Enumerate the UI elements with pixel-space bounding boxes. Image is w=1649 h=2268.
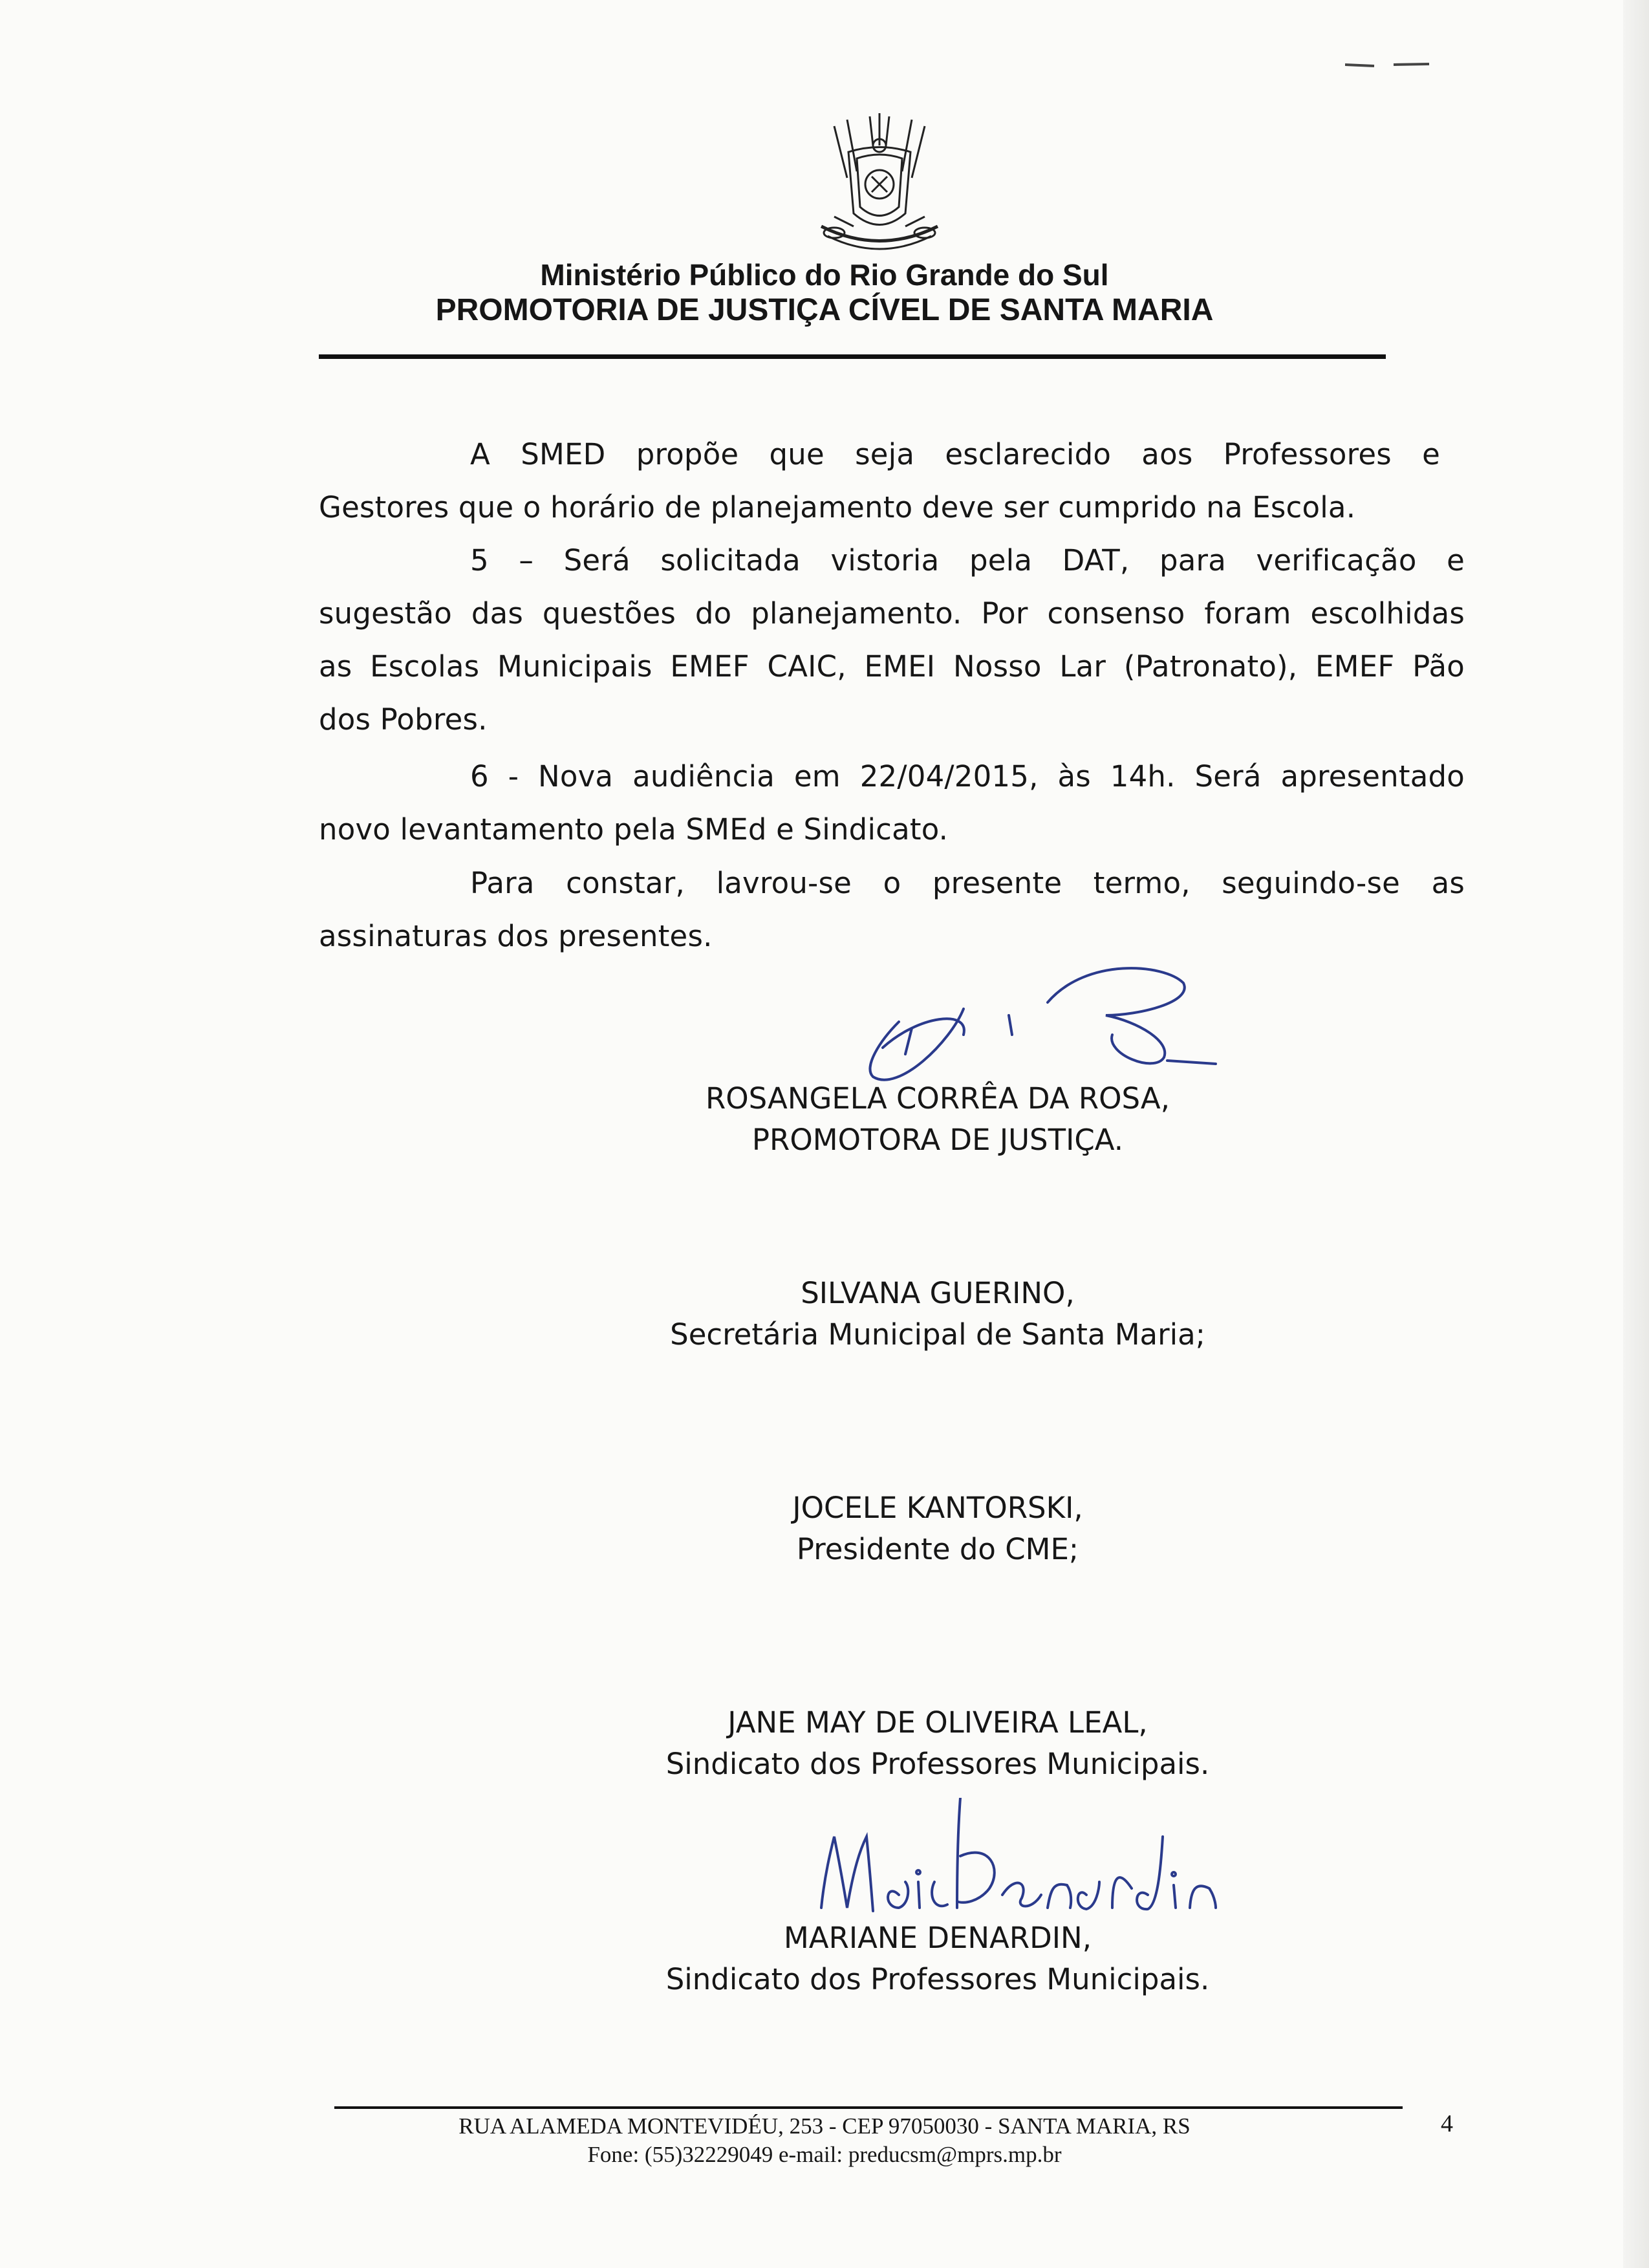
signatory-block [550,1917,1326,2000]
office-name: PROMOTORIA DE JUSTIÇA CÍVEL DE SANTA MARIA [435,293,1214,327]
signatory-role: Presidente do CME; [796,1532,1079,1566]
header-divider [319,354,1386,359]
footer-contact: Fone: (55)32229049 e-mail: preducsm@mprs.mp.br [587,2142,1062,2167]
signatory-role: Secretária Municipal de Santa Maria; [670,1317,1205,1352]
signatory-block [550,1273,1326,1355]
signatory-block [550,1702,1326,1785]
paragraph-2-line-4: dos Pobres. [319,702,488,737]
footer-divider [334,2106,1403,2109]
signatory-role: Sindicato dos Professores Municipais. [665,1962,1210,1996]
page-number: 4 [1441,2110,1453,2137]
footer-address: RUA ALAMEDA MONTEVIDÉU, 253 - CEP 97050030 - SANTA MARIA, RS [458,2113,1191,2139]
paragraph-4-line-2: assinaturas dos presentes. [319,919,713,953]
signatory-name: ROSANGELA CORRÊA DA ROSA, [705,1081,1170,1116]
signatory-block [550,1487,1326,1570]
paragraph-4-line-1: Para constar, lavrou-se o presente termo, seguindo-se as [470,866,1465,900]
coat-of-arms-logo [808,107,951,268]
signatory-role: Sindicato dos Professores Municipais. [665,1747,1210,1781]
paragraph-3-line-1: 6 - Nova audiência em 22/04/2015, às 14h. Será apresentado [470,759,1465,794]
signatory-role: PROMOTORA DE JUSTIÇA. [751,1123,1124,1157]
paragraph-2-line-1: 5 – Será solicitada vistoria pela DAT, para verificação e [470,543,1465,578]
paragraph-1-line-2: Gestores que o horário de planejamento deve ser cumprido na Escola. [319,490,1356,524]
paper-mark [1345,61,1436,68]
signatory-name: JOCELE KANTORSKI, [792,1491,1083,1525]
paragraph-2-line-3: as Escolas Municipais EMEF CAIC, EMEI Nosso Lar (Patronato), EMEF Pão [319,649,1465,684]
paragraph-1-line-1: A SMED propõe que seja esclarecido aos Professores e [470,437,1440,471]
institution-name: Ministério Público do Rio Grande do Sul [540,258,1109,292]
paragraph-3-line-2: novo levantamento pela SMEd e Sindicato. [319,812,949,847]
page-edge [1623,0,1649,2268]
signatory-name: JANE MAY DE OLIVEIRA LEAL, [727,1705,1148,1740]
paragraph-2-line-2: sugestão das questões do planejamento. Por consenso foram escolhidas [319,596,1465,631]
signatory-name: MARIANE DENARDIN, [783,1921,1092,1955]
signatory-name: SILVANA GUERINO, [801,1276,1075,1310]
signatory-block [550,1078,1326,1161]
handwritten-signature [802,944,1255,1093]
